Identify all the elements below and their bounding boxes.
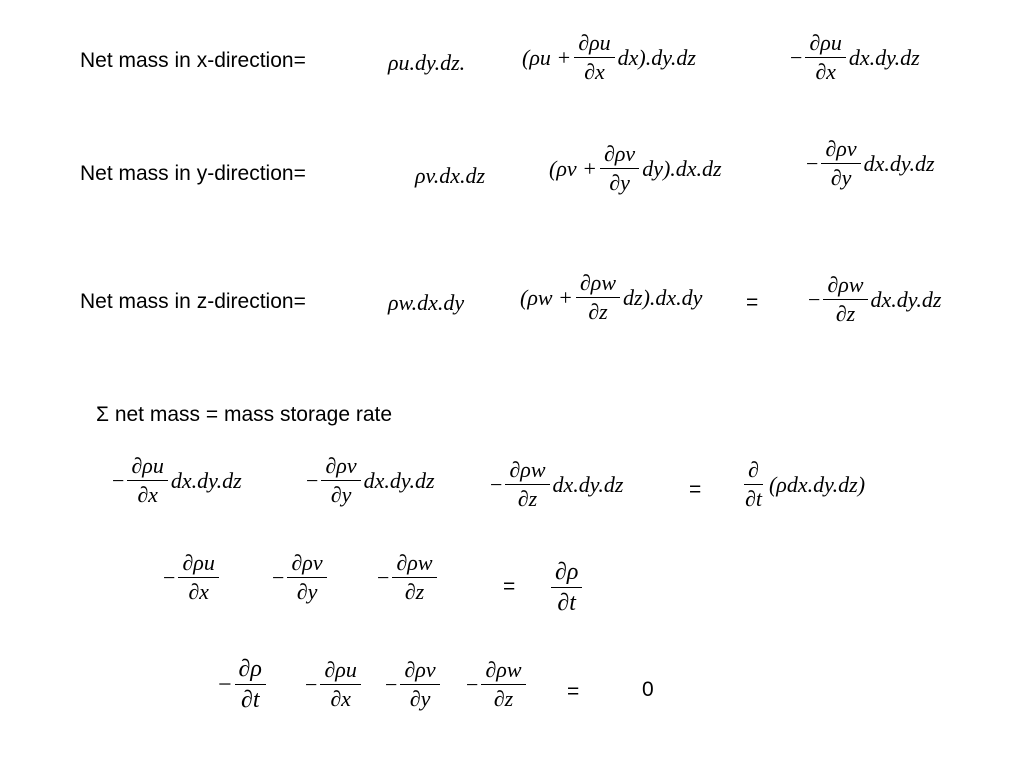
- eq2-term-w-fraction: [392, 552, 436, 603]
- eq2-term-w-den: ∂z: [404, 579, 425, 604]
- eq1-term-w-num: ∂ρw: [505, 459, 549, 485]
- inflow-y: ρv.dx.dz: [415, 163, 486, 188]
- inflow-z: ρw.dx.dy: [388, 290, 465, 315]
- eq3-equals: =: [567, 680, 580, 703]
- eq2-term-w-num: ∂ρw: [392, 552, 436, 578]
- outflow-x-tail: dx).dy.dz: [617, 44, 696, 70]
- eq2-rhs-den: ∂t: [557, 590, 576, 616]
- label-y-direction: Net mass in y-direction=: [80, 162, 306, 185]
- net-x: [790, 32, 920, 83]
- eq1-term-u-fraction: [127, 455, 167, 506]
- label-x-direction: Net mass in x-direction=: [80, 49, 306, 72]
- net-z-tail: dx.dy.dz: [870, 286, 942, 312]
- eq1-term-v-num: ∂ρv: [321, 455, 360, 481]
- eq3-term-w: [466, 659, 529, 710]
- eq2-equals: =: [503, 575, 516, 598]
- eq1-rhs-tail: (ρdx.dy.dz): [768, 471, 866, 497]
- eq1-equals: =: [689, 478, 702, 501]
- eq1-term-w-den: ∂z: [517, 486, 538, 511]
- eq1-term-v-den: ∂y: [330, 482, 352, 507]
- outflow-y-open: (ρv +: [549, 155, 597, 181]
- outflow-x: [522, 32, 696, 83]
- eq2-term-w: [377, 552, 440, 603]
- net-x-sign: −: [790, 44, 803, 70]
- outflow-z-open: (ρw +: [520, 284, 573, 310]
- eq3-term-w-sign: −: [466, 671, 479, 697]
- eq3-term-u-sign: −: [305, 671, 318, 697]
- outflow-z-tail: dz).dx.dy: [623, 284, 703, 310]
- eq1-rhs: [738, 459, 865, 510]
- label-z-direction: Net mass in z-direction=: [80, 290, 306, 313]
- inflow-x: ρu.dy.dz.: [388, 50, 466, 75]
- net-y-tail: dx.dy.dz: [863, 150, 935, 176]
- outflow-x-num: ∂ρu: [574, 32, 614, 58]
- net-z: [808, 274, 941, 325]
- eq1-term-u: [112, 455, 242, 506]
- eq3-term-u: [305, 659, 364, 710]
- eq2-term-v-fraction: [287, 552, 326, 603]
- eq1-term-v: [306, 455, 435, 506]
- eq2-term-u-num: ∂ρu: [178, 552, 218, 578]
- eq3-term-v-sign: −: [385, 671, 398, 697]
- eq1-term-v-tail: dx.dy.dz: [363, 467, 435, 493]
- eq2-term-v-num: ∂ρv: [287, 552, 326, 578]
- eq1-term-u-sign: −: [112, 467, 125, 493]
- eq1-term-u-den: ∂x: [137, 482, 158, 507]
- outflow-z: [520, 272, 702, 323]
- net-y-num: ∂ρv: [821, 138, 860, 164]
- net-x-den: ∂x: [815, 59, 836, 84]
- outflow-z-fraction: [576, 272, 620, 323]
- eq3-term-u-fraction: [320, 659, 360, 710]
- net-z-sign: −: [808, 286, 821, 312]
- eq3-term-w-num: ∂ρw: [481, 659, 525, 685]
- eq3-term-u-den: ∂x: [330, 686, 351, 711]
- outflow-y: [549, 143, 722, 194]
- eq3-term-t-den: ∂t: [240, 687, 260, 713]
- outflow-y-num: ∂ρv: [600, 143, 639, 169]
- net-x-fraction: [805, 32, 845, 83]
- eq3-term-t-fraction: [235, 657, 266, 712]
- eq1-term-v-fraction: [321, 455, 360, 506]
- net-z-den: ∂z: [835, 301, 856, 326]
- net-z-num: ∂ρw: [823, 274, 867, 300]
- eq3-term-t-num: ∂ρ: [235, 657, 266, 685]
- equals-z: =: [746, 291, 759, 314]
- eq3-term-v-num: ∂ρv: [400, 659, 439, 685]
- eq2-term-v: [272, 552, 330, 603]
- outflow-x-fraction: [574, 32, 614, 83]
- outflow-z-den: ∂z: [588, 299, 608, 324]
- net-y-sign: −: [806, 150, 819, 176]
- eq1-term-v-sign: −: [306, 467, 319, 493]
- eq1-term-w-sign: −: [490, 471, 503, 497]
- eq1-rhs-fraction: [741, 459, 766, 510]
- eq3-term-t: [218, 657, 269, 712]
- eq1-term-u-tail: dx.dy.dz: [170, 467, 242, 493]
- eq3-term-v: [385, 659, 443, 710]
- outflow-z-num: ∂ρw: [576, 272, 620, 298]
- eq2-term-v-den: ∂y: [296, 579, 318, 604]
- eq3-term-w-fraction: [481, 659, 525, 710]
- eq1-rhs-num: ∂: [744, 459, 763, 485]
- outflow-y-fraction: [600, 143, 639, 194]
- eq3-term-v-den: ∂y: [409, 686, 431, 711]
- net-x-num: ∂ρu: [805, 32, 845, 58]
- outflow-y-den: ∂y: [609, 170, 630, 195]
- outflow-x-den: ∂x: [584, 59, 605, 84]
- eq2-term-u-fraction: [178, 552, 218, 603]
- eq3-term-w-den: ∂z: [493, 686, 514, 711]
- eq1-rhs-den: ∂t: [745, 486, 762, 511]
- eq2-term-w-sign: −: [377, 564, 390, 590]
- net-z-fraction: [823, 274, 867, 325]
- eq1-term-w-tail: dx.dy.dz: [552, 471, 624, 497]
- outflow-x-open: (ρu +: [522, 44, 572, 70]
- eq3-term-u-num: ∂ρu: [320, 659, 360, 685]
- net-y-den: ∂y: [830, 165, 852, 190]
- eq3-term-t-sign: −: [218, 671, 232, 698]
- eq1-term-w: [490, 459, 623, 510]
- outflow-y-tail: dy).dx.dz: [642, 155, 722, 181]
- eq2-term-v-sign: −: [272, 564, 285, 590]
- eq2-term-u-sign: −: [163, 564, 176, 590]
- net-y: [806, 138, 935, 189]
- eq2-rhs-fraction: [551, 560, 582, 615]
- net-x-tail: dx.dy.dz: [848, 44, 920, 70]
- eq2-rhs: [548, 560, 585, 615]
- summary-statement: Σ net mass = mass storage rate: [96, 403, 393, 426]
- eq3-term-v-fraction: [400, 659, 439, 710]
- eq2-rhs-num: ∂ρ: [551, 560, 582, 588]
- net-y-fraction: [821, 138, 860, 189]
- eq1-term-w-fraction: [505, 459, 549, 510]
- eq2-term-u-den: ∂x: [188, 579, 209, 604]
- eq2-term-u: [163, 552, 222, 603]
- eq1-term-u-num: ∂ρu: [127, 455, 167, 481]
- eq3-rhs-zero: 0: [642, 678, 654, 701]
